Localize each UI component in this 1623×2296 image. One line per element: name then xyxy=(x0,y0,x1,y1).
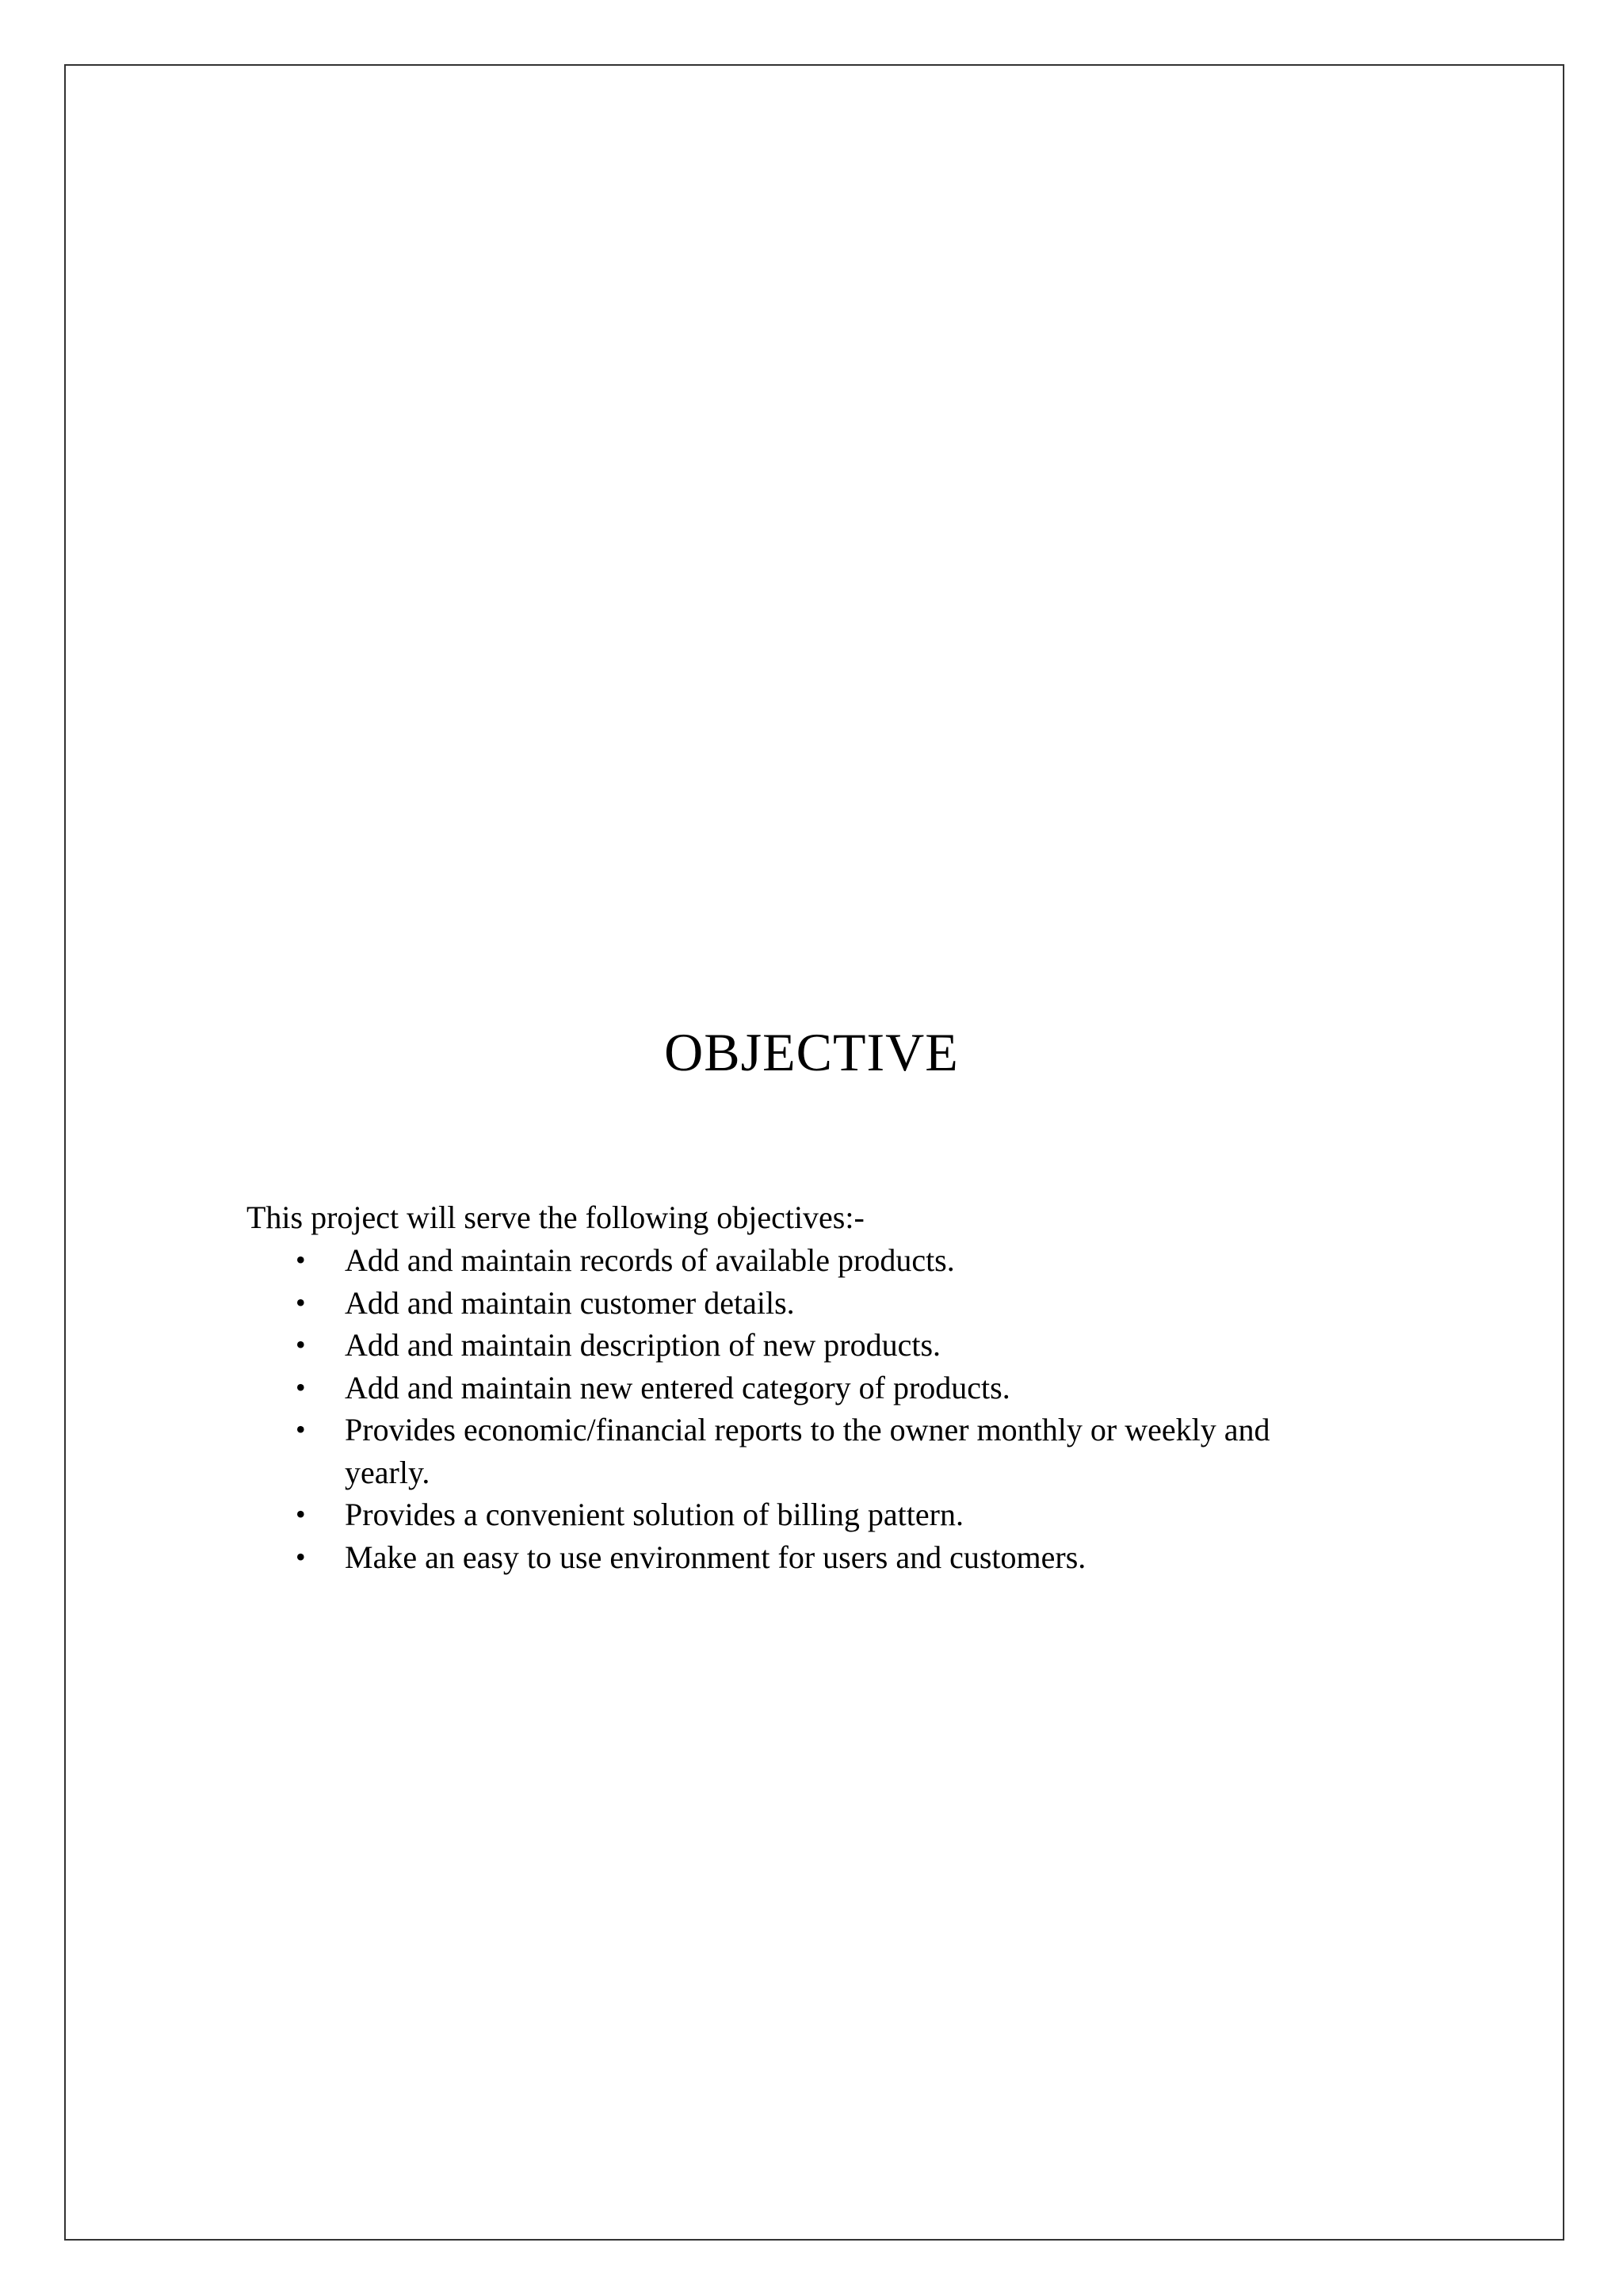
bullet-icon: • xyxy=(296,1329,306,1360)
list-item xyxy=(246,1536,1356,1579)
page-border xyxy=(64,64,1564,2241)
bullet-icon: • xyxy=(296,1244,306,1276)
list-item xyxy=(246,1493,1356,1536)
objective-text: Provides a convenient solution of billing pattern. xyxy=(345,1497,964,1532)
objective-text: Add and maintain new entered category of products. xyxy=(345,1369,1010,1405)
objective-text: Make an easy to use environment for users and customers. xyxy=(345,1539,1086,1575)
bullet-icon: • xyxy=(296,1498,306,1530)
objectives-list xyxy=(246,1239,1356,1578)
list-item xyxy=(246,1409,1356,1493)
bullet-icon: • xyxy=(296,1371,306,1403)
objective-text: Add and maintain description of new products. xyxy=(345,1327,941,1363)
intro-text: This project will serve the following objectives:- xyxy=(246,1199,865,1235)
bullet-icon: • xyxy=(296,1540,306,1573)
objective-text: Add and maintain customer details. xyxy=(345,1284,795,1321)
objective-text: Provides economic/financial reports to the owner monthly or weekly and yearly. xyxy=(345,1412,1270,1490)
bullet-icon: • xyxy=(296,1413,306,1445)
page-title: OBJECTIVE xyxy=(664,1022,959,1082)
bullet-icon: • xyxy=(296,1286,306,1318)
list-item xyxy=(246,1324,1356,1367)
list-item xyxy=(246,1282,1356,1325)
list-item xyxy=(246,1239,1356,1282)
list-item xyxy=(246,1367,1356,1409)
objective-text: Add and maintain records of available products. xyxy=(345,1242,955,1278)
